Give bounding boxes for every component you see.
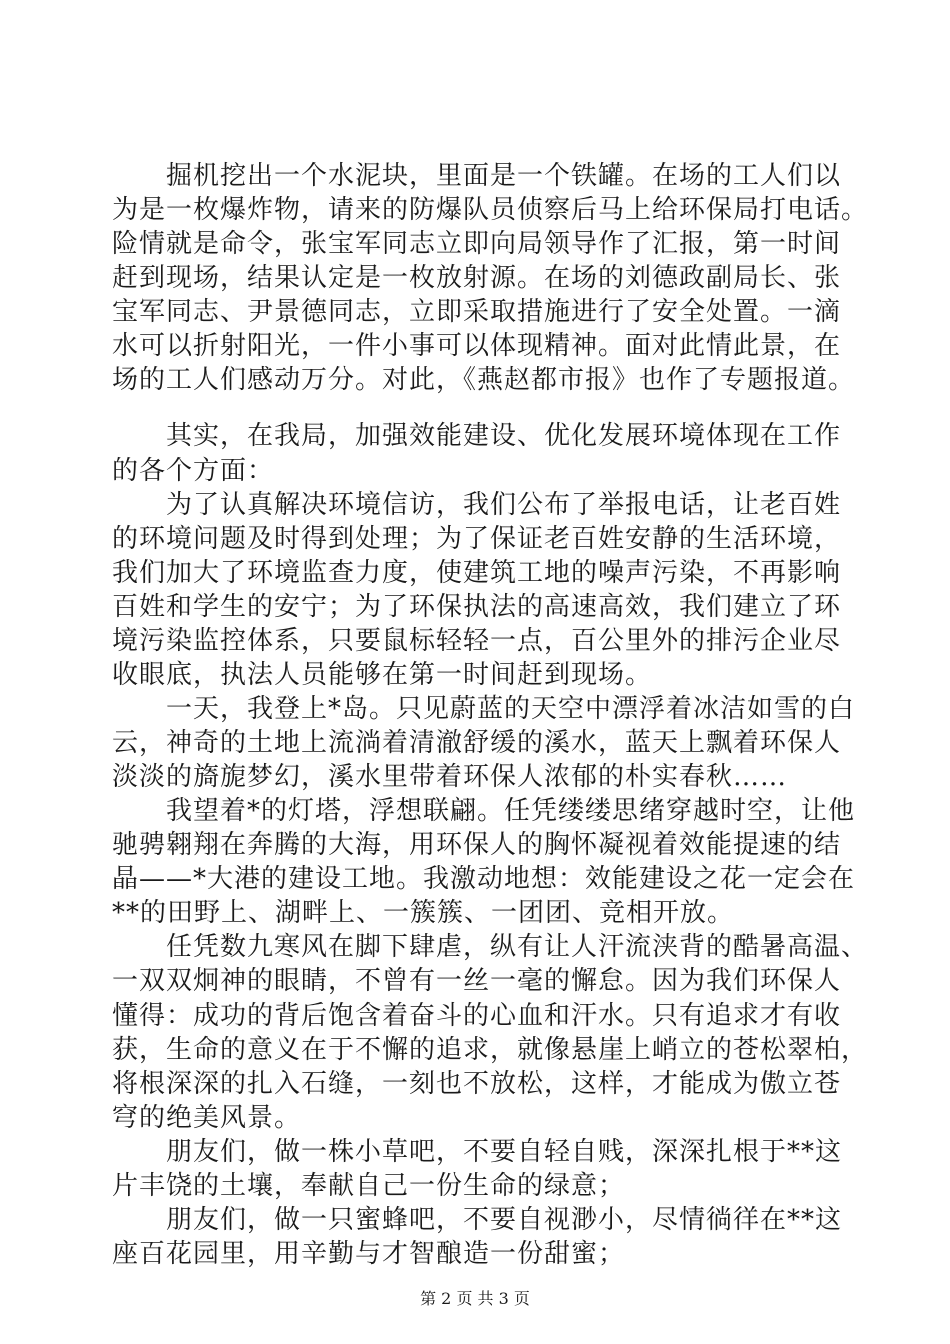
body-text-line: **的田野上、湖畔上、一簇簇、一团团、竞相开放。 [112,898,735,928]
body-text-line: 片丰饶的土壤，奉献自己一份生命的绿意； [112,1171,626,1201]
body-text-line: 其实，在我局，加强效能建设、优化发展环境体现在工作 [112,421,842,451]
body-text-line: 为了认真解决环境信访，我们公布了举报电话，让老百姓 [112,490,842,520]
body-text-line: 驰骋翱翔在奔腾的大海，用环保人的胸怀凝视着效能提速的结 [112,830,842,860]
page-number-footer: 第 2 页 共 3 页 [420,1289,530,1308]
body-text-line: 宝军同志、尹景德同志，立即采取措施进行了安全处置。一滴 [112,297,842,327]
body-text-line: 云，神奇的土地上流淌着清澈舒缓的溪水，蓝天上飘着环保人 [112,728,842,758]
body-text-line: 百姓和学生的安宁；为了环保执法的高速高效，我们建立了环 [112,592,842,622]
body-text-line: 座百花园里，用辛勤与才智酿造一份甜蜜； [112,1239,626,1269]
body-text-line: 掘机挖出一个水泥块，里面是一个铁罐。在场的工人们以 [112,161,842,191]
body-text-line: 的环境问题及时得到处理；为了保证老百姓安静的生活环境， [112,524,842,554]
body-text-line: 为是一枚爆炸物，请来的防爆队员侦察后马上给环保局打电话。 [112,195,869,225]
body-text-line: 赶到现场，结果认定是一枚放射源。在场的刘德政副局长、张 [112,263,842,293]
body-text-line: 水可以折射阳光，一件小事可以体现精神。面对此情此景，在 [112,331,842,361]
body-text-line: 收眼底，执法人员能够在第一时间赶到现场。 [112,660,653,690]
body-text-line: 的各个方面： [112,456,275,486]
body-text-line: 场的工人们感动万分。对此，《燕赵都市报》也作了专题报道。 [112,365,856,395]
body-text-line: 淡淡的旖旎梦幻，溪水里带着环保人浓郁的朴实春秋…… [112,762,788,792]
body-text-line: 险情就是命令，张宝军同志立即向局领导作了汇报，第一时间 [112,229,842,259]
body-text-line: 将根深深的扎入石缝，一刻也不放松，这样，才能成为傲立苍 [112,1069,842,1099]
body-text-line: 懂得：成功的背后饱含着奋斗的心血和汗水。只有追求才有收 [112,1001,842,1031]
body-text-line: 我望着*的灯塔，浮想联翩。任凭缕缕思绪穿越时空，让他 [112,796,856,826]
body-text-line: 获，生命的意义在于不懈的追求，就像悬崖上峭立的苍松翠柏， [112,1035,869,1065]
body-text-line: 一双双炯神的眼睛，不曾有一丝一毫的懈怠。因为我们环保人 [112,966,842,996]
body-text-line: 晶——*大港的建设工地。我激动地想：效能建设之花一定会在 [112,864,856,894]
body-text-line: 任凭数九寒风在脚下肆虐，纵有让人汗流浃背的酷暑高温、 [112,932,869,962]
body-text-line: 朋友们，做一只蜜蜂吧，不要自视渺小，尽情徜徉在**这 [112,1205,843,1235]
body-text-line: 境污染监控体系，只要鼠标轻轻一点，百公里外的排污企业尽 [112,626,842,656]
body-text-line: 朋友们，做一株小草吧，不要自轻自贱，深深扎根于**这 [112,1137,843,1167]
body-text-line: 穹的绝美风景。 [112,1103,302,1133]
body-text-line: 一天，我登上*岛。只见蔚蓝的天空中漂浮着冰洁如雪的白 [112,694,856,724]
body-text-line: 我们加大了环境监查力度，使建筑工地的噪声污染，不再影响 [112,558,842,588]
